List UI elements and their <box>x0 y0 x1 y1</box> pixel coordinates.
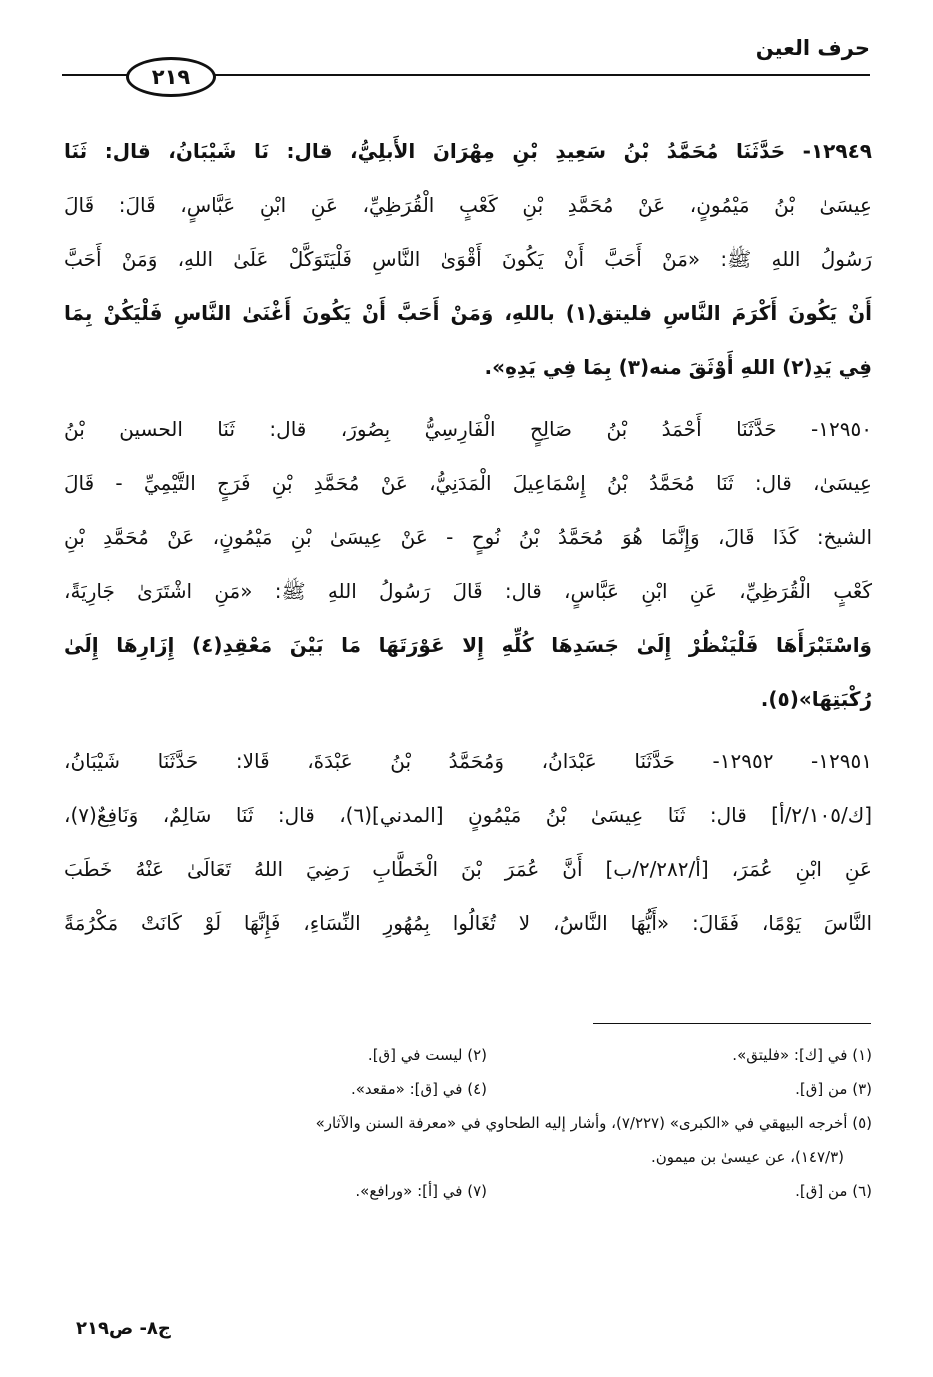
page-number-badge: ٢١٩ <box>126 57 216 97</box>
text-line: وَاسْتَبْرَأَهَا فَلْيَنْظُرْ إِلَىٰ جَسَدِهَا كُلِّهِ إِلا عَوْرَتَهَا مَا بَيْنَ مَعْقِدِ(٤) إِزَارِهَا إِلَىٰ <box>64 633 872 657</box>
main-text <box>64 124 872 950</box>
text-line: عِيسَىٰ بْنُ مَيْمُونٍ، عَنْ مُحَمَّدِ بْنِ كَعْبٍ الْقُرَظِيِّ، عَنِ ابْنِ عَبَّاسٍ، قَالَ: قَالَ <box>64 193 872 217</box>
text-line: ١٢٩٤٩- حَدَّثَنَا مُحَمَّدُ بْنُ سَعِيدِ بْنِ مِهْرَانَ الأَبلِيُّ، قال: نَا شَيْبَانُ، قال: ثَنَا <box>64 139 872 163</box>
footnote-5-continued: (١٤٧/٣)، عن عيسىٰ بن ميمون. <box>651 1148 844 1166</box>
text-line: ١٢٩٥٠- حَدَّثَنَا أَحْمَدُ بْنُ صَالِحٍ الْفَارِسِيُّ بِصُورَ، قال: ثَنَا الحسين بْنُ <box>64 417 872 441</box>
footnote-3: (٣) من [ق]. <box>795 1080 872 1098</box>
text-line: النَّاسَ يَوْمًا، فَقَالَ: «أَيُّهَا النَّاسُ، لا تُغَالُوا بِمُهُورِ النِّسَاءِ، فَإِنَّهَا لَوْ كَانَتْ مَكْرُمَةً <box>64 911 872 935</box>
text-line: أَنْ يَكُونَ أَكْرَمَ النَّاسِ فليتق(١) باللهِ، وَمَنْ أَحَبَّ أَنْ يَكُونَ أَغْنَىٰ النَّاسِ فَلْيَكُنْ بِمَا <box>64 301 872 325</box>
text-line: رُكْبَتِهَا»(٥). <box>760 687 872 711</box>
footnote-7: (٧) في [أ]: «ورافع». <box>355 1182 487 1200</box>
text-line: فِي يَدِ(٢) اللهِ أَوْثَقَ منه(٣) بِمَا فِي يَدِهِ». <box>484 355 872 379</box>
footnote-row <box>64 1038 872 1072</box>
text-line: عِيسَىٰ، قال: ثَنَا مُحَمَّدُ بْنُ إِسْمَاعِيلَ الْمَدَنِيُّ، عَنْ مُحَمَّدِ بْنِ فَرَجٍ التَّيْمِيِّ - قَالَ <box>64 471 872 495</box>
text-line: [ك/٢/١٠٥/أ] قال: ثَنَا عِيسَىٰ بْنُ مَيْمُونٍ [المدني](٦)، قال: ثَنَا سَالِمٌ، وَنَافِعٌ(٧)، <box>64 803 872 827</box>
text-line: ١٢٩٥١- ١٢٩٥٢- حَدَّثَنَا عَبْدَانُ، وَمُحَمَّدُ بْنُ عَبْدَةَ، قَالا: حَدَّثَنَا شَيْبَانُ، <box>64 749 872 773</box>
chapter-title: حرف العين <box>755 36 870 60</box>
text-line: الشيخ: كَذَا قَالَ، وَإِنَّمَا هُوَ مُحَمَّدُ بْنُ نُوحٍ - عَنْ عِيسَىٰ بْنِ مَيْمُونٍ، عَنْ مُحَمَّدِ بْنِ <box>64 525 872 549</box>
footnotes <box>64 1038 872 1208</box>
footnote-divider <box>593 1023 871 1024</box>
footnote-6: (٦) من [ق]. <box>795 1182 872 1200</box>
text-line: عَنِ ابْنِ عُمَرَ، [أ/٢/٢٨٢/ب] أَنَّ عُمَرَ بْنَ الْخَطَّابِ رَضِيَ اللهُ تَعَالَىٰ عَنْهُ خَطَبَ <box>64 857 872 881</box>
footnote-1: (١) في [ك]: «فليتق». <box>732 1046 872 1064</box>
text-line: كَعْبٍ الْقُرَظِيِّ، عَنِ ابْنِ عَبَّاسٍ، قال: قَالَ رَسُولُ اللهِ ﷺ: «مَنِ اشْتَرَىٰ جَارِيَةً، <box>64 579 872 603</box>
footnote-5: (٥) أخرجه البيهقي في «الكبرى» (٧/٢٢٧)، وأشار إليه الطحاوي في «معرفة السنن والآثار» <box>315 1114 872 1132</box>
footnote-4: (٤) في [ق]: «مقعد». <box>350 1080 487 1098</box>
footnote-row <box>64 1174 872 1208</box>
footnote-2: (٢) ليست في [ق]. <box>367 1046 487 1064</box>
volume-page-reference: ج٨- ص٢١٩ <box>76 1318 171 1339</box>
text-line: رَسُولُ اللهِ ﷺ: «مَنْ أَحَبَّ أَنْ يَكُونَ أَقْوَىٰ النَّاسِ فَلْيَتَوَكَّلْ عَلَىٰ اللهِ، وَمَنْ أَحَبَّ <box>64 247 872 271</box>
page-header <box>62 26 870 96</box>
footnote-row <box>64 1072 872 1106</box>
